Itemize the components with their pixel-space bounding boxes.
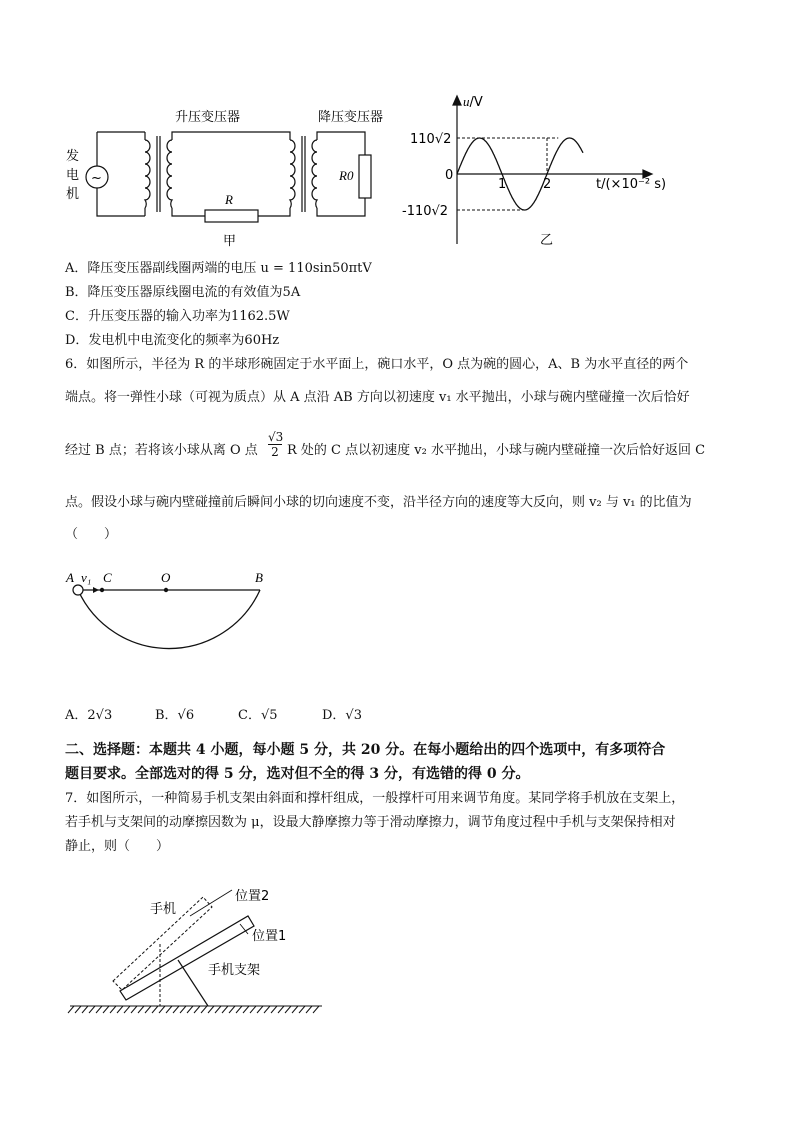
generator-label-2: 电 (66, 168, 80, 183)
q5-option-b: B．降压变压器原线圈电流的有效值为5A (65, 285, 301, 300)
r-label: R (225, 192, 233, 207)
y-axis-label: u/V (463, 94, 483, 110)
line-resistor-r (205, 210, 258, 222)
load-resistor-r0 (359, 155, 371, 198)
waveform-chart (400, 88, 690, 250)
support-rod (178, 960, 208, 1006)
fraction-denominator: 2 (268, 444, 282, 459)
step-up-label: 升压变压器 (175, 110, 241, 125)
ground-hatching (68, 1006, 322, 1013)
y-axis-arrow (453, 96, 461, 105)
label-b: B (255, 570, 263, 585)
r0-label: R0 (339, 168, 354, 183)
generator-symbol: ~ (91, 171, 102, 186)
step-up-transformer (145, 132, 290, 216)
q7-line-1: 7．如图所示，一种简易手机支架由斜面和撑杆组成，一般撑杆可用来调节角度。某同学将手机放在支架上， (65, 791, 685, 806)
generator-label-3: 机 (66, 187, 80, 202)
generator-label-1: 发 (66, 149, 80, 164)
bowl-figure (60, 565, 280, 690)
label-phone-stand: 手机支架 (208, 963, 261, 978)
ball (73, 585, 83, 595)
label-position-2: 位置2 (235, 889, 270, 904)
x-tick-2: 2 (543, 177, 552, 192)
q7-line-3: 静止，则（ ） (65, 839, 170, 854)
q6-option-b: B．√6 (155, 708, 195, 723)
q6-option-a: A．2√3 (65, 708, 113, 723)
q6-line-5: （ ） (65, 527, 118, 542)
label-phone: 手机 (150, 902, 177, 917)
label-o: O (161, 570, 171, 585)
q6-fraction (268, 430, 282, 459)
section-2-heading-line-1: 二、选择题：本题共 4 小题，每小题 5 分，共 20 分。在每小题给出的四个选项中，有多项符合 (65, 742, 666, 758)
y-tick-top: 110√2 (410, 132, 452, 147)
phone-stand-figure (60, 880, 350, 1020)
q5-option-c: C．升压变压器的输入功率为1162.5W (65, 309, 290, 324)
point-o (164, 588, 168, 592)
origin-label: 0 (445, 168, 454, 183)
v1-arrowhead (93, 587, 99, 593)
q6-line-3b: R 处的 C 点以初速度 v₂ 水平抛出，小球与碗内壁碰撞一次后恰好返回 C (287, 443, 706, 458)
q6-line-1: 6．如图所示，半径为 R 的半球形碗固定于水平面上，碗口水平，O 点为碗的圆心，A、B 为水平直径的两个 (65, 357, 689, 372)
label-position-1: 位置1 (252, 929, 287, 944)
pos2-leader (190, 890, 232, 916)
q5-option-a: A．降压变压器副线圈两端的电压 u = 110sin50πtV (65, 261, 372, 276)
step-down-transformer (290, 132, 365, 216)
q5-option-d: D．发电机中电流变化的频率为60Hz (65, 333, 280, 348)
q6-option-d: D．√3 (322, 708, 362, 723)
q6-line-2: 端点。将一弹性小球（可视为质点）从 A 点沿 AB 方向以初速度 v₁ 水平抛出，小球与碗内壁碰撞一次后恰好 (65, 390, 690, 405)
point-c (100, 588, 104, 592)
bowl-arc (78, 590, 260, 649)
q6-line-3a: 经过 B 点；若将该小球从离 O 点 (65, 443, 258, 458)
figure-jia-caption: 甲 (223, 234, 237, 249)
section-2-heading-line-2: 题目要求。全部选对的得 5 分，选对但不全的得 3 分，有选错的得 0 分。 (65, 766, 530, 782)
label-a: A (66, 570, 74, 585)
circuit-figure (60, 100, 390, 250)
y-tick-bottom: -110√2 (402, 204, 449, 219)
label-v1: v₁ (81, 570, 92, 585)
label-c: C (103, 570, 112, 585)
x-axis-label: t/(×10⁻² s) (596, 177, 667, 192)
q7-line-2: 若手机与支架间的动摩擦因数为 μ，设最大静摩擦力等于滑动摩擦力，调节角度过程中手机与支架保持相对 (65, 815, 676, 830)
figure-yi-caption: 乙 (540, 233, 554, 248)
q6-line-4: 点。假设小球与碗内壁碰撞前后瞬间小球的切向速度不变，沿半径方向的速度等大反向，则 v₂ 与 v₁ 的比值为 (65, 495, 692, 510)
q6-option-c: C．√5 (238, 708, 278, 723)
fraction-numerator: √3 (268, 430, 284, 444)
x-tick-1: 1 (498, 177, 507, 192)
step-down-label: 降压变压器 (318, 110, 384, 125)
stand-position-1 (120, 916, 254, 1000)
